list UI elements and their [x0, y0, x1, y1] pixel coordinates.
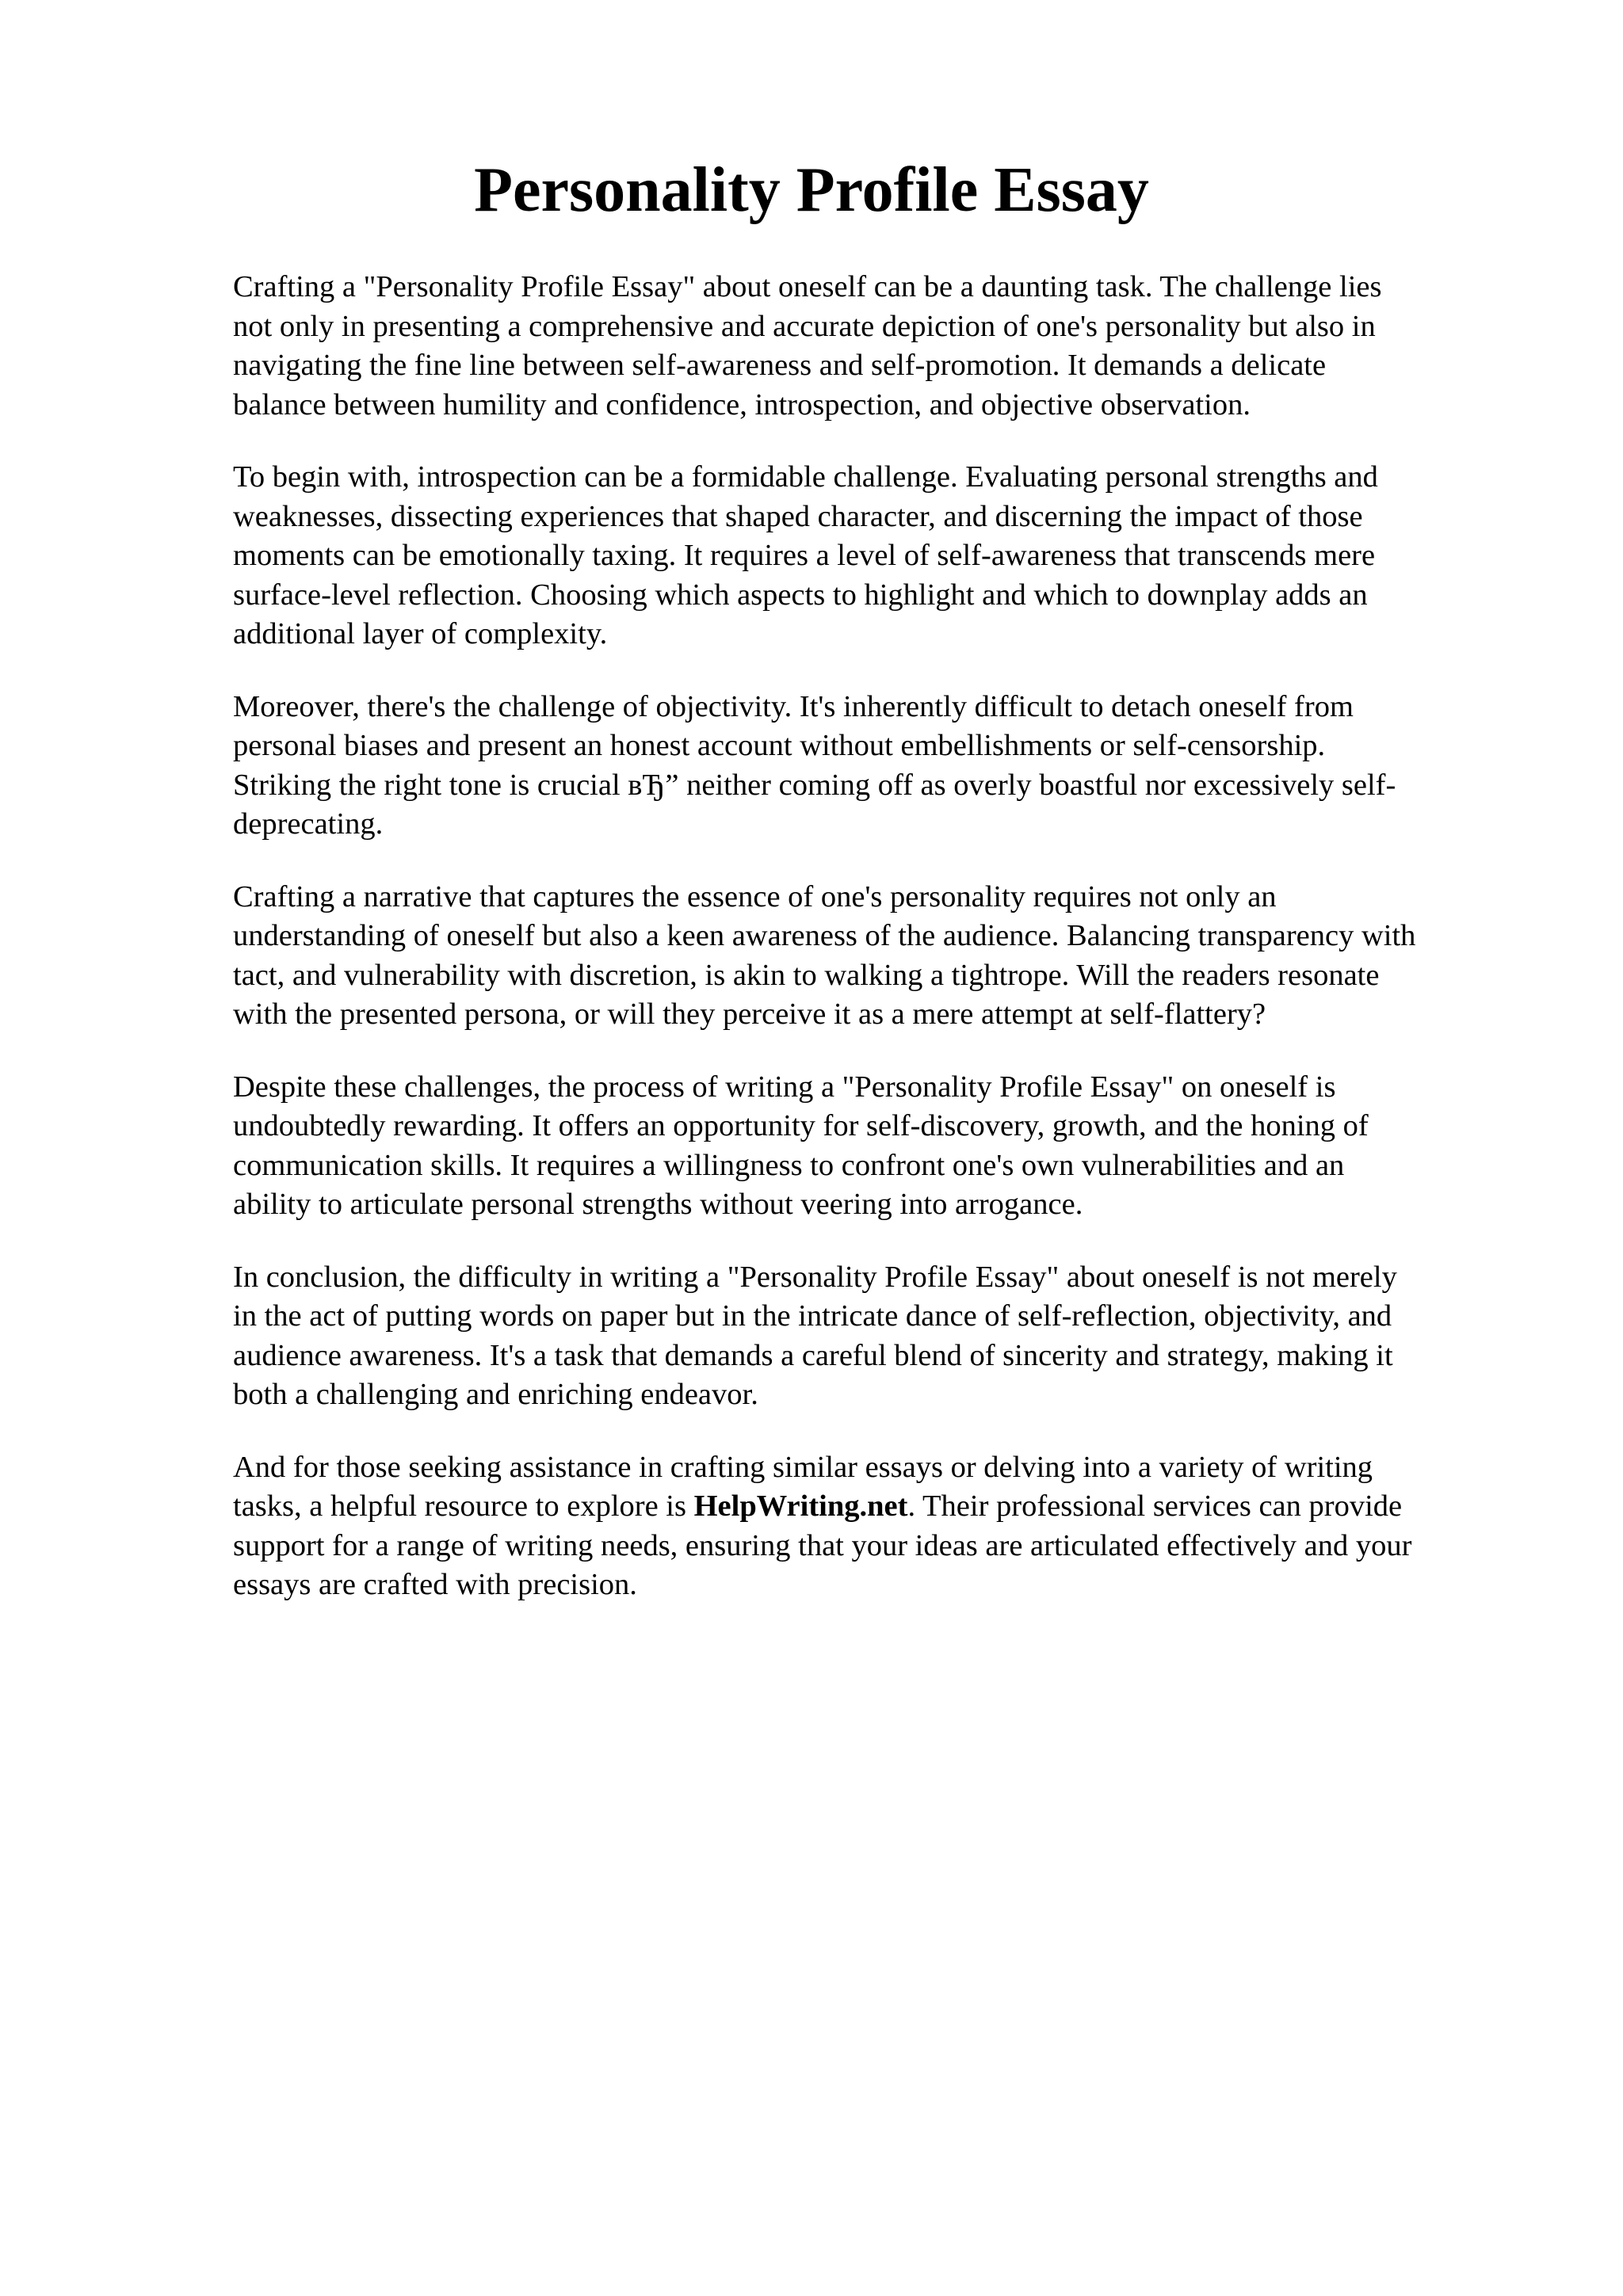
text-line: Moreover, there's the challenge of objectivity. It's inherently difficult to detach oneself from	[233, 689, 1354, 723]
paragraph-closing	[233, 1448, 1517, 1605]
text-line: Striking the right tone is crucial вЂ” neither coming off as overly boastful nor excessively self-	[233, 768, 1396, 802]
text-line: personal biases and present an honest account without embellishments or self-censorship.	[233, 729, 1326, 762]
text-line: To begin with, introspection can be a formidable challenge. Evaluating personal strengths and	[233, 460, 1378, 494]
text-line: support for a range of writing needs, ensuring that your ideas are articulated effectively and your	[233, 1528, 1412, 1562]
text-line-with-link	[233, 1487, 1517, 1527]
document-body	[233, 268, 1517, 1638]
paragraph-5	[233, 1068, 1517, 1225]
text-line: undoubtedly rewarding. It offers an opportunity for self-discovery, growth, and the honing of	[233, 1109, 1369, 1142]
paragraph-3	[233, 688, 1517, 845]
text-line: Despite these challenges, the process of writing a "Personality Profile Essay" on oneself is	[233, 1070, 1336, 1104]
text-line: moments can be emotionally taxing. It requires a level of self-awareness that transcends mere	[233, 539, 1376, 572]
document-title: Personality Profile Essay	[474, 155, 1149, 225]
text-line: with the presented persona, or will they perceive it as a mere attempt at self-flattery?	[233, 997, 1266, 1031]
text-line: additional layer of complexity.	[233, 617, 608, 650]
text-line: both a challenging and enriching endeavor.	[233, 1378, 758, 1411]
paragraph-6	[233, 1258, 1517, 1415]
text-line: essays are crafted with precision.	[233, 1568, 637, 1601]
text-line: weaknesses, dissecting experiences that shaped character, and discerning the impact of those	[233, 499, 1363, 533]
text-line: navigating the fine line between self-awareness and self-promotion. It demands a delicate	[233, 349, 1327, 382]
text-line: in the act of putting words on paper but in the intricate dance of self-reflection, objectivity, and	[233, 1299, 1392, 1333]
text-line: understanding of oneself but also a keen awareness of the audience. Balancing transparency with	[233, 919, 1416, 952]
text-line: And for those seeking assistance in crafting similar essays or delving into a variety of writing	[233, 1450, 1373, 1484]
paragraph-1	[233, 268, 1517, 425]
helpwriting-link[interactable]: HelpWriting.net	[693, 1489, 908, 1523]
text-line: not only in presenting a comprehensive and accurate depiction of one's personality but also in	[233, 309, 1376, 343]
text-line: In conclusion, the difficulty in writing a "Personality Profile Essay" about oneself is not merely	[233, 1260, 1397, 1294]
paragraph-2	[233, 458, 1517, 654]
text-line: balance between humility and confidence, introspection, and objective observation.	[233, 387, 1251, 421]
text-line: deprecating.	[233, 807, 384, 841]
text-line: Crafting a narrative that captures the essence of one's personality requires not only an	[233, 879, 1277, 913]
text-segment: tasks, a helpful resource to explore is	[233, 1489, 694, 1523]
text-line: surface-level reflection. Choosing which aspects to highlight and which to downplay adds an	[233, 578, 1368, 612]
text-line: audience awareness. It's a task that demands a careful blend of sincerity and strategy, making it	[233, 1338, 1393, 1372]
text-segment: . Their professional services can provide	[907, 1489, 1403, 1523]
text-line: tact, and vulnerability with discretion, is akin to walking a tightrope. Will the readers resonate	[233, 958, 1380, 992]
paragraph-4	[233, 878, 1517, 1035]
text-line: communication skills. It requires a willingness to confront one's own vulnerabilities and an	[233, 1148, 1345, 1182]
text-line: ability to articulate personal strengths without veering into arrogance.	[233, 1188, 1083, 1221]
text-line: Crafting a "Personality Profile Essay" about oneself can be a daunting task. The challenge lies	[233, 270, 1382, 303]
